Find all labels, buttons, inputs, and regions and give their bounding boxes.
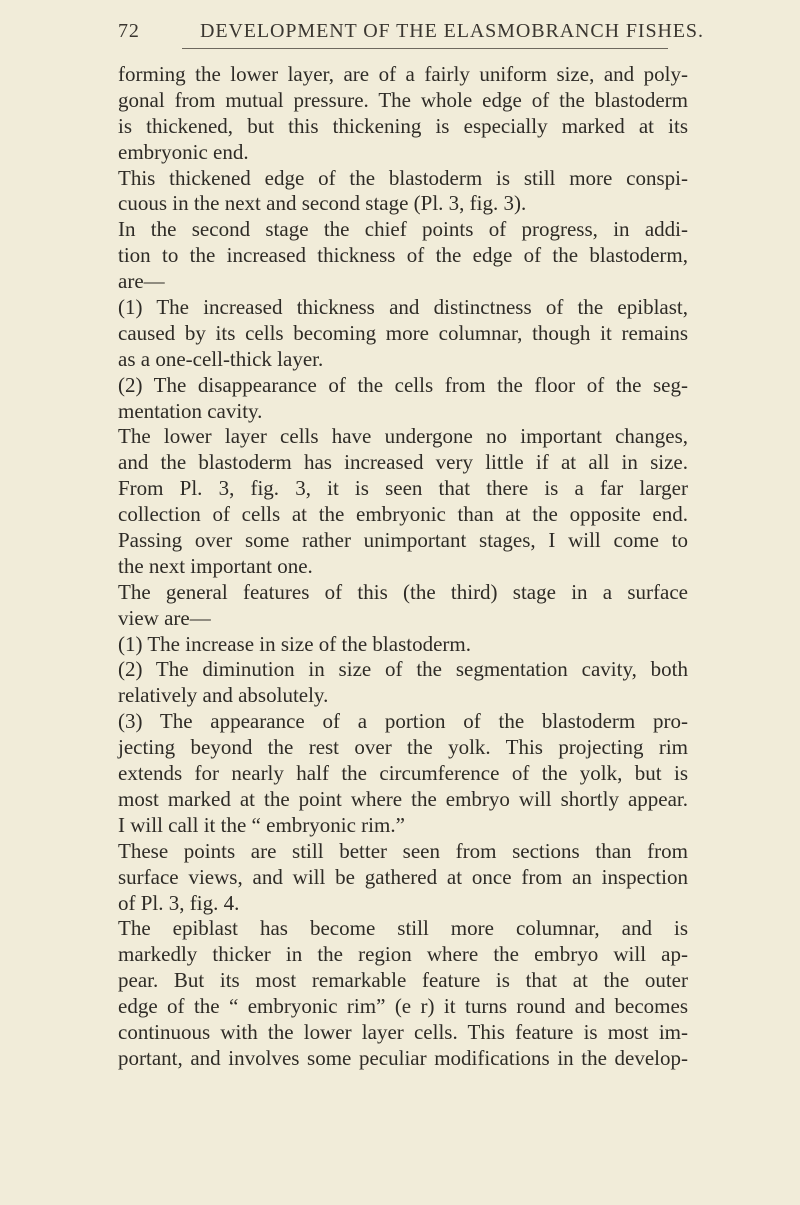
text-line: edge of the “ embryonic rim” (e r) it turns round and becomes	[118, 994, 688, 1019]
text-line: The general features of this (the third) stage in a surface	[118, 579, 688, 604]
body-text	[118, 62, 688, 1072]
text-line: mentation cavity.	[118, 398, 263, 423]
text-line: markedly thicker in the region where the embryo will ap-	[118, 942, 688, 967]
page-number: 72	[118, 20, 140, 42]
text-line: and the blastoderm has increased very little if at all in size.	[118, 450, 688, 475]
text-line: (1) The increased thickness and distinctness of the epiblast,	[118, 295, 688, 320]
text-line: (1) The increase in size of the blastoderm.	[118, 631, 471, 656]
text-line: the next important one.	[118, 553, 313, 578]
text-line: is thickened, but this thickening is especially marked at its	[118, 113, 688, 138]
text-line: Passing over some rather unimportant stages, I will come to	[118, 528, 688, 553]
text-line: pear. But its most remarkable feature is that at the outer	[118, 968, 688, 993]
text-line: (2) The diminution in size of the segmentation cavity, both	[118, 657, 688, 682]
text-line: I will call it the “ embryonic rim.”	[118, 812, 405, 837]
text-line: collection of cells at the embryonic than at the opposite end.	[118, 502, 688, 527]
text-line: view are—	[118, 605, 211, 630]
text-line: portant, and involves some peculiar modifications in the develop-	[118, 1045, 688, 1070]
running-title: DEVELOPMENT OF THE ELASMOBRANCH FISHES.	[200, 20, 704, 42]
text-line: embryonic end.	[118, 139, 249, 164]
text-line: (2) The disappearance of the cells from the floor of the seg-	[118, 372, 688, 397]
text-line: forming the lower layer, are of a fairly uniform size, and poly-	[118, 62, 688, 86]
text-line: as a one-cell-thick layer.	[118, 346, 324, 371]
text-line: cuous in the next and second stage (Pl. 3, fig. 3).	[118, 191, 527, 216]
text-line: relatively and absolutely.	[118, 683, 329, 708]
text-line: This thickened edge of the blastoderm is still more conspi-	[118, 165, 688, 190]
header-rule	[182, 48, 668, 49]
text-line: The lower layer cells have undergone no important changes,	[118, 424, 688, 449]
text-line: These points are still better seen from sections than from	[118, 838, 688, 863]
text-line: caused by its cells becoming more columnar, though it remains	[118, 320, 688, 345]
text-line: jecting beyond the rest over the yolk. This projecting rim	[118, 735, 688, 760]
text-line: (3) The appearance of a portion of the blastoderm pro-	[118, 709, 688, 734]
text-line: are—	[118, 269, 165, 294]
text-line: of Pl. 3, fig. 4.	[118, 890, 240, 915]
text-line: continuous with the lower layer cells. This feature is most im-	[118, 1019, 688, 1044]
text-line: The epiblast has become still more columnar, and is	[118, 916, 688, 941]
text-line: gonal from mutual pressure. The whole edge of the blastoderm	[118, 87, 688, 112]
text-line: In the second stage the chief points of progress, in addi-	[118, 217, 688, 242]
text-line: most marked at the point where the embryo will shortly appear.	[118, 786, 688, 811]
text-line: tion to the increased thickness of the edge of the blastoderm,	[118, 243, 688, 268]
running-header	[118, 20, 704, 46]
text-line: extends for nearly half the circumference of the yolk, but is	[118, 761, 688, 786]
text-line: From Pl. 3, fig. 3, it is seen that there is a far larger	[118, 476, 688, 501]
text-line: surface views, and will be gathered at once from an inspection	[118, 864, 688, 889]
